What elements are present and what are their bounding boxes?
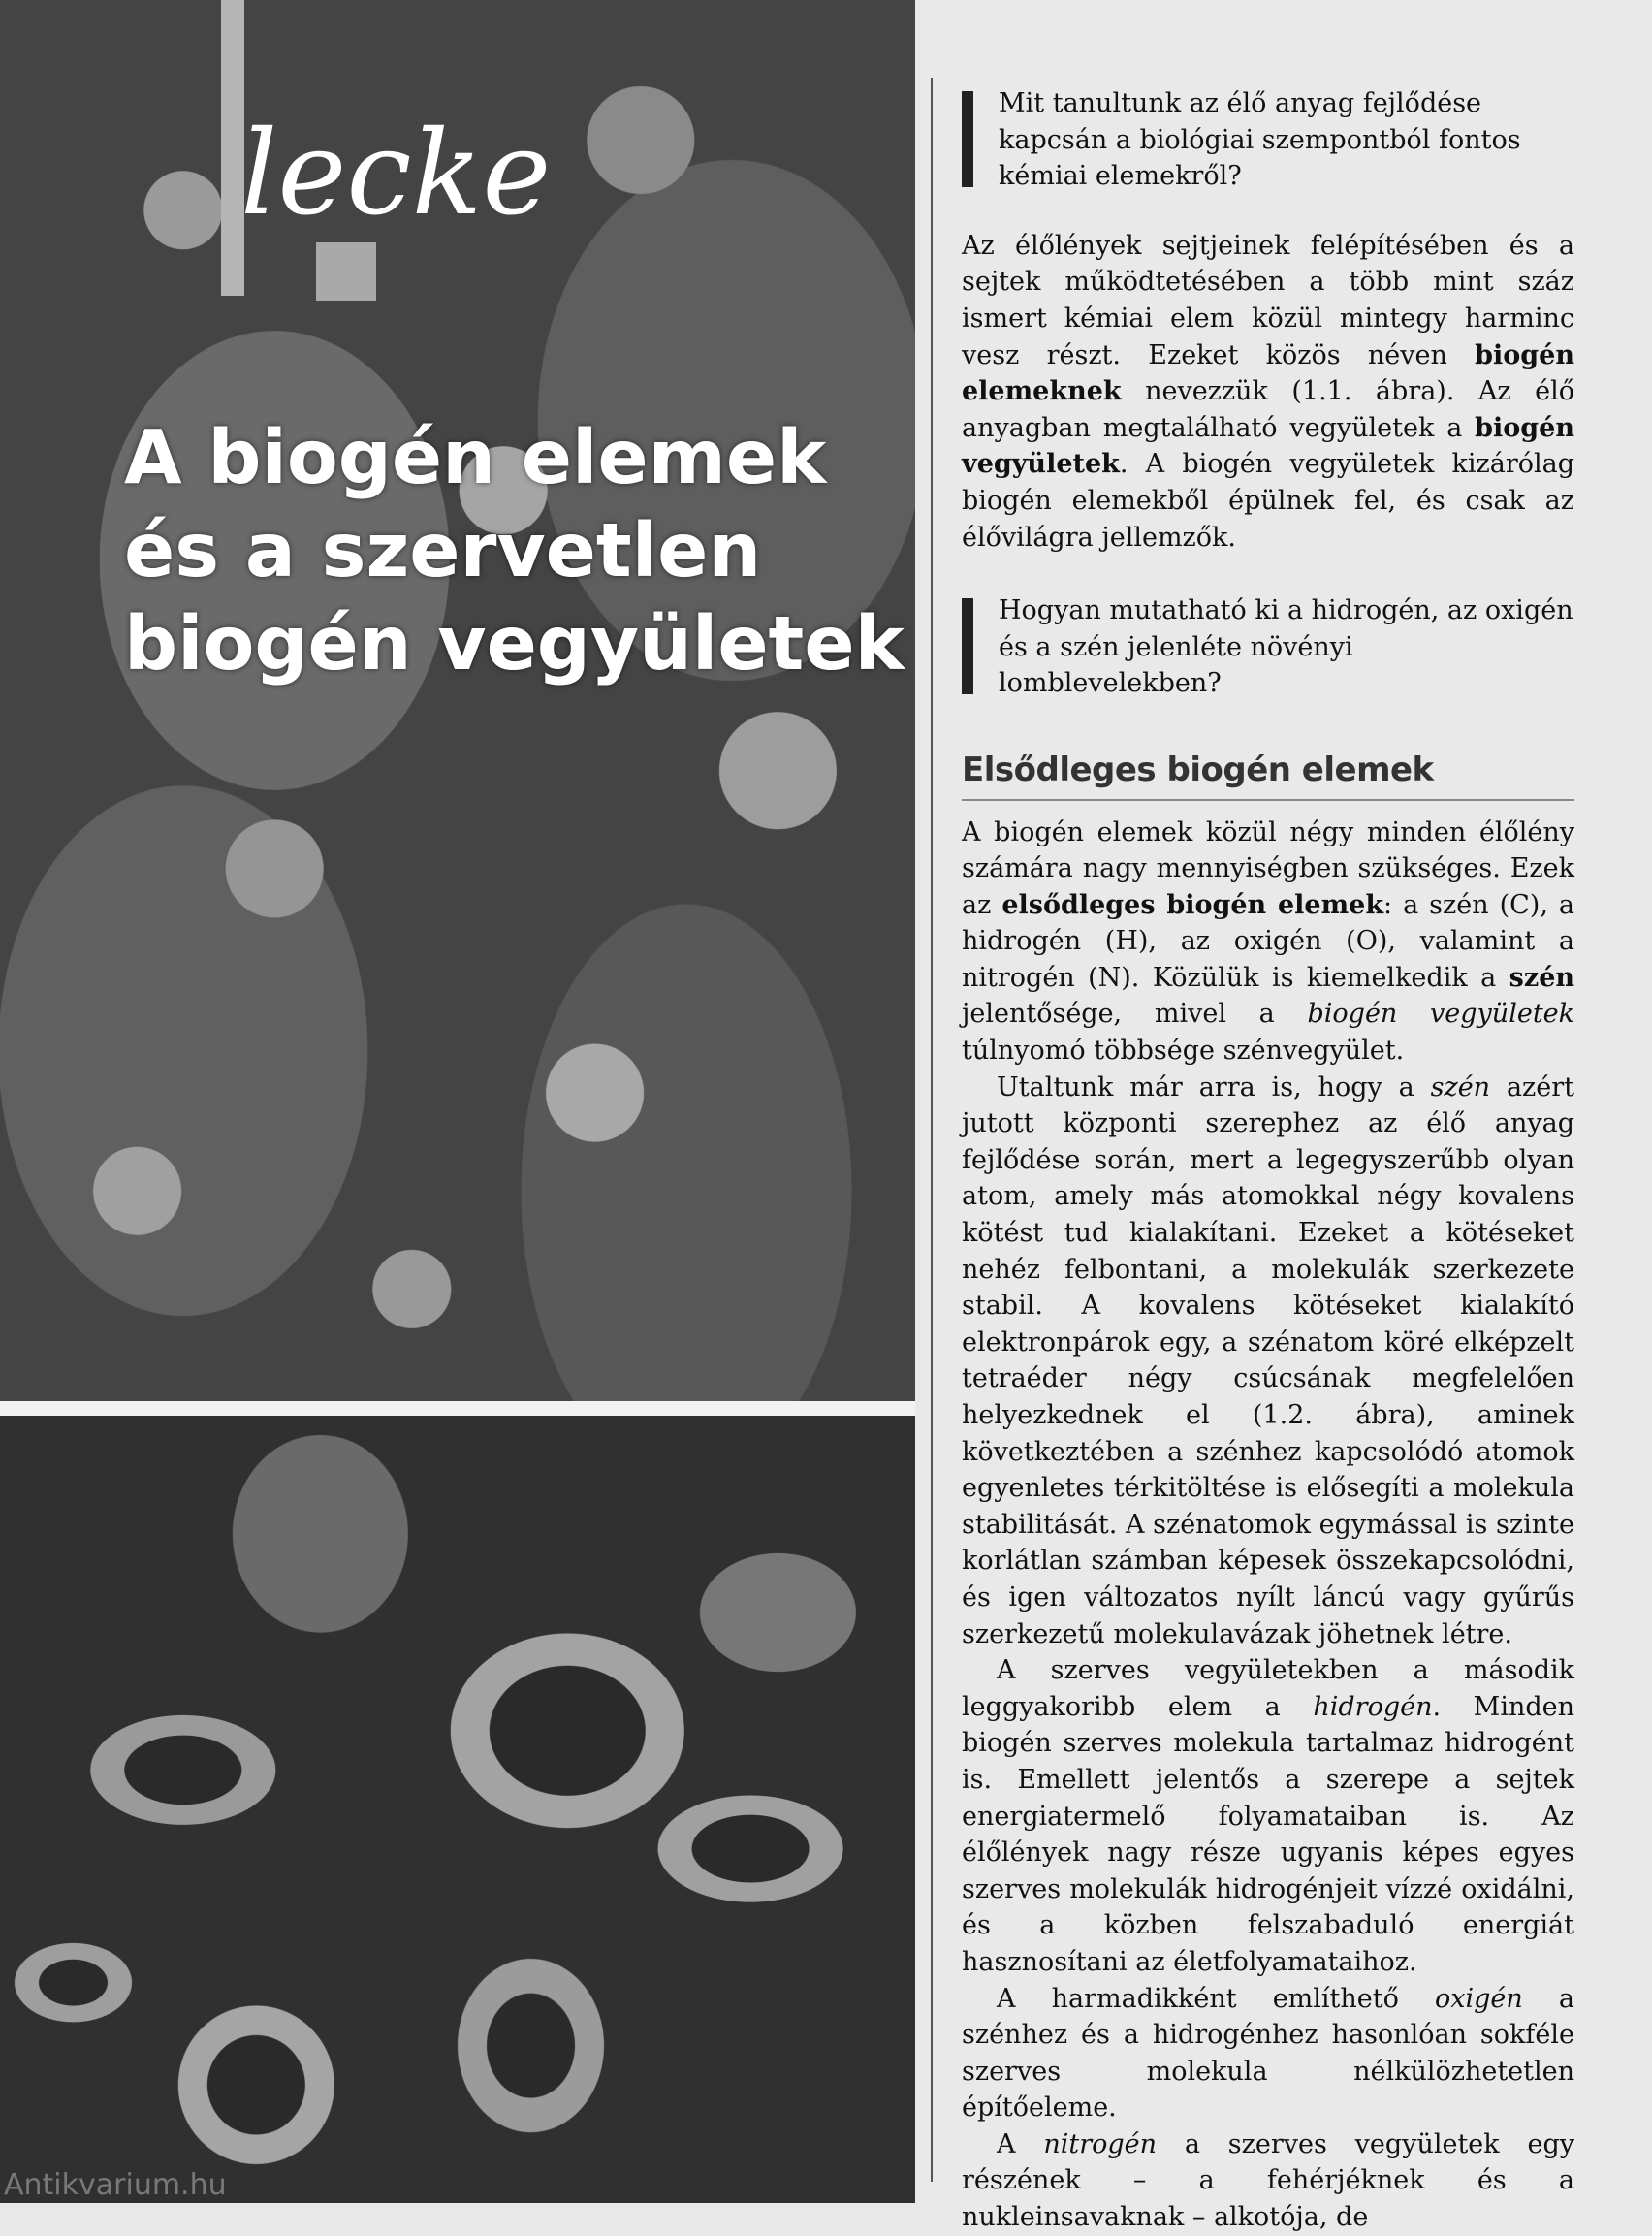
section-heading: Elsődleges biogén elemek [962,752,1574,801]
chapter-title-line: A biogén elemek [124,415,827,501]
text-run: túlnyomó többsége szénvegyület. [962,1036,1405,1067]
chapter-title-line: és a szervetlen [124,508,762,594]
text-run: a szénhez és a hidrogénhez hasonlóan sokféle szerves molekula nélkülözhetetlen építőeleme. [962,1983,1574,2124]
text-run: A biogén elemek közül négy minden élőlény számára nagy mennyiségben szükséges. Ezek az [962,816,1574,920]
term-bold: biogén elemeknek [962,339,1574,407]
term-italic: biogén vegyületek [1307,999,1575,1030]
text-run: A harmadikként említhető [997,1983,1435,2014]
text-run: . A biogén vegyületek kizárólag biogén elemekből épülnek fel, és csak az élővilágra jellemzők. [962,449,1574,553]
column-divider [931,78,933,2182]
text-run: nevezzük (1.1. ábra). Az élő anyagban megtalálható vegyületek a [962,376,1574,443]
body-paragraph [962,2126,1574,2236]
text-run: A szerves vegyületekben a második leggyakoribb elem a [962,1655,1574,1722]
body-paragraph [962,1070,1574,1653]
experiment-question [962,592,1574,702]
term-italic: nitrogén [1043,2128,1158,2159]
intro-paragraph [962,228,1574,556]
watermark: Antikvarium.hu [4,2168,227,2202]
term-italic: szén [1430,1071,1491,1102]
term-bold: szén [1509,962,1574,993]
text-run: : a szén (C), a hidrogén (H), az oxigén (O), valamint a nitrogén (N). Közülük is kiemelkedik a [962,889,1574,993]
term-italic: oxigén [1435,1983,1523,2014]
text-run: azért jutott központi szerephez az élő anyag fejlődése során, mert a legegyszerűbb olyan atom, amely más atomokkal négy kovalens kötést tud kialakítani. Ezeket a kötéseket nehéz felbontani, a molekulák szerkezete stabil. A kovalens kötéseket kialakító elektronpárok egy, a szénatom köré elképzelt tetraéder négy csúcsának megfelelően helyezkednek el (1.2. ábra), aminek következtében a szénhez kapcsolódó atomok egyenletes térkitöltése is elősegíti a molekula stabilitását. A szénatomok egymással is szinte korlátlan számban képesek összekapcsolódni, és igen változatos nyílt láncú vagy gyűrűs szerkezetű molekulavázak jöhetnek létre. [962,1071,1575,1649]
body-paragraph [962,815,1574,1070]
text-column [962,85,1574,2236]
text-run: Utaltunk már arra is, hogy a [997,1071,1431,1102]
body-paragraph [962,1981,1574,2126]
lesson-label: lecke [240,107,552,241]
text-run: jelentősége, mivel a [962,999,1308,1030]
term-bold: elsődleges biogén elemek [1001,889,1384,920]
review-question [962,85,1574,195]
text-run: a szerves vegyületek egy részének – a fehérjéknek és a nukleinsavaknak – alkotója, de [962,2128,1574,2233]
sponge-photo [0,1416,915,2203]
text-run: . Minden biogén szerves molekula tartalmaz hidrogént is. Emellett jelentős a szerepe a sejtek energiatermelő folyamataiban is. Az élőlények nagy része ugyanis képes egyes szerves molekulák hidrogénjeit vízzé oxidálni, és a közben felszabaduló energiát hasznosítani az életfolyamataihoz. [962,1691,1574,1977]
term-bold: biogén vegyületek [962,412,1574,480]
review-question-text: Mit tanultunk az élő anyag fejlődése kapcsán a biológiai szempontból fontos kémiai elemekről? [999,88,1521,192]
lesson-square [316,242,376,301]
body-paragraph [962,1652,1574,1980]
experiment-question-text: Hogyan mutatható ki a hidrogén, az oxigén és a szén jelenléte növényi lomblevelekben? [999,595,1573,699]
term-italic: hidrogén [1313,1691,1433,1722]
text-run: A [997,2128,1044,2159]
text-run: Az élőlények sejtjeinek felépítésében és a sejtek működtetésében a több mint száz ismert kémiai elem közül mintegy harminc vesz részt. Ezeket közös néven [962,230,1574,370]
chapter-title-line: biogén vegyületek [124,601,905,687]
chapter-title [124,412,905,691]
